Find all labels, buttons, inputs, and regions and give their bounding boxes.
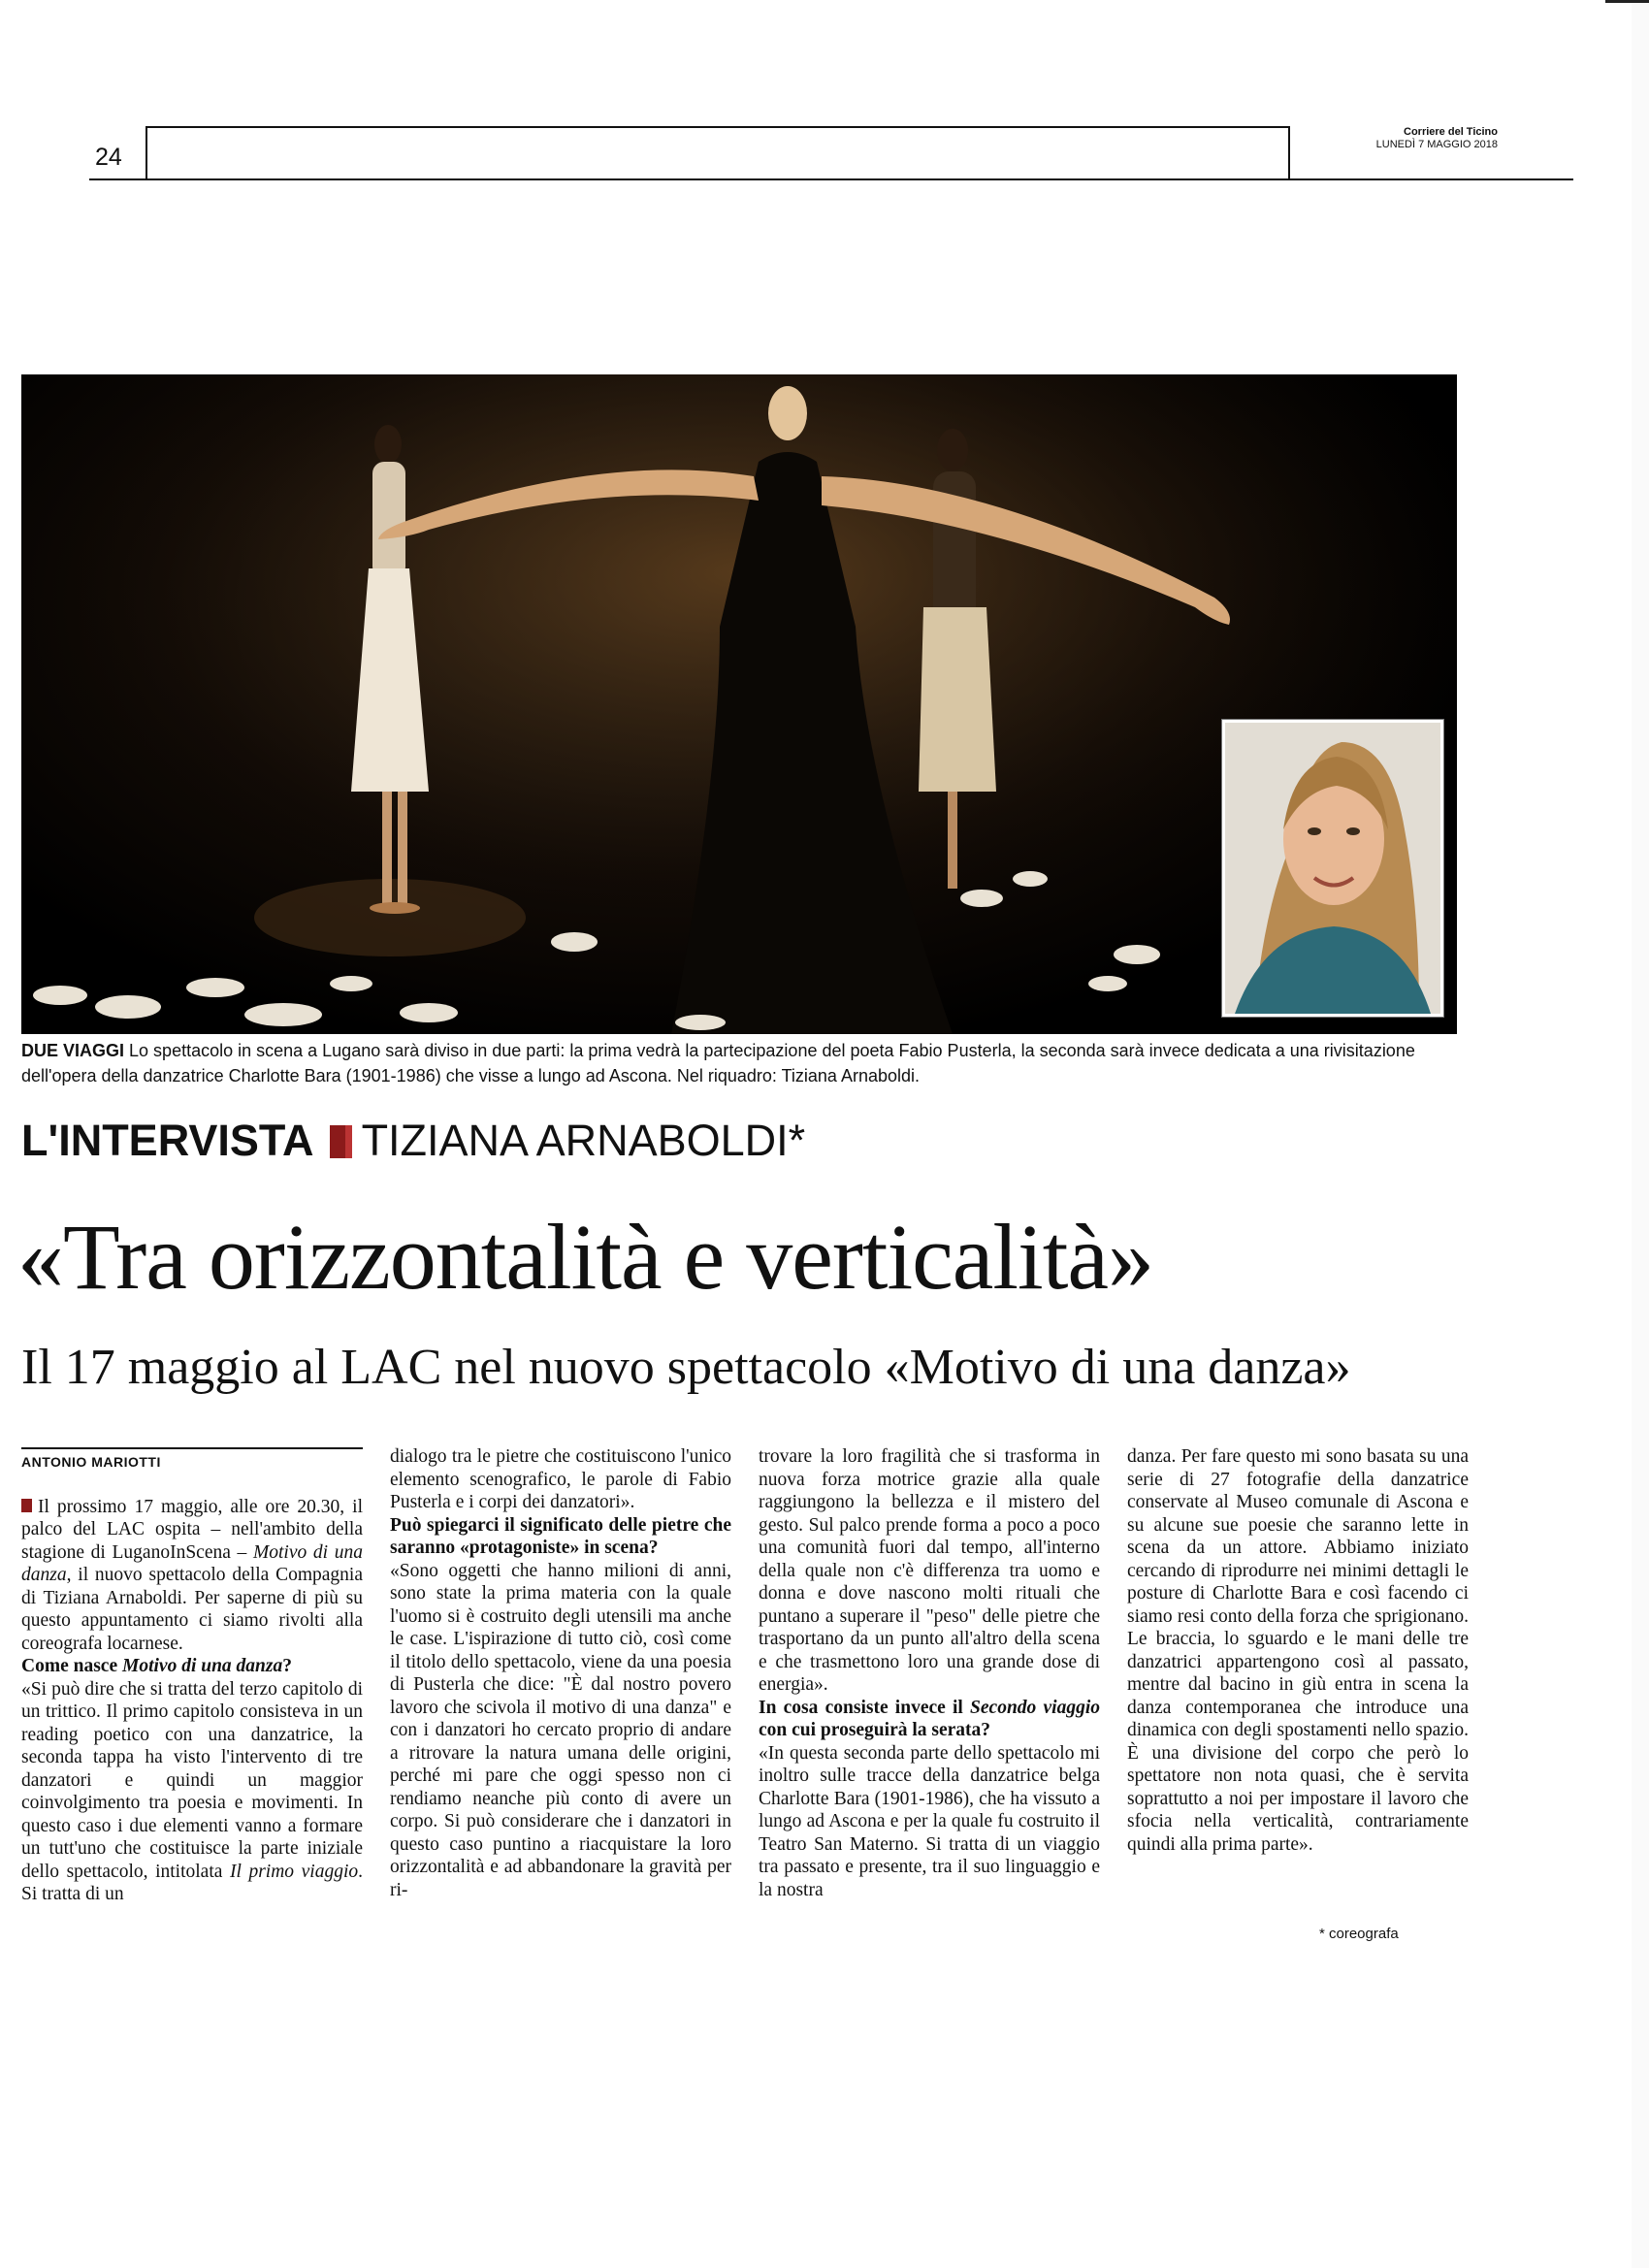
article-column-2 — [390, 1445, 731, 1901]
answer-2: «Sono oggetti che hanno milioni di anni, sono state la prima materia con la quale l'uomo si è costruito degli utensili ma anche le case. L'ispirazione di tutto ciò, così come il titolo dello spettacolo, viene da una poesia di Pusterla che dice: "È dal nostro povero lavoro che scivola il motivo di una danza" e con i danzatori ho cercato proprio di andare a ritrovare la natura umana delle origini, perché mi pare che oggi spesso non ci rendiamo neanche più conto di avere un corpo. Si può considerare che i danzatori in questo caso puntino a riacquistare la loro orizzontalità e ad abbandonare la gravità per ri- — [390, 1560, 731, 1900]
article-column-4 — [1127, 1445, 1469, 1856]
author-footnote: * coreografa — [1319, 1926, 1399, 1942]
lead-paragraph — [21, 1496, 363, 1656]
caption-text: Lo spettacolo in scena a Lugano sarà diviso in due parti: la prima vedrà la partecipazione del poeta Fabio Pusterla, la seconda sarà invece dedicata a una rivisitazione dell'opera della danzatrice Charlotte Bara (1901-1986) che visse a lungo ad Ascona. Nel riquadro: Tiziana Arnaboldi. — [21, 1041, 1415, 1085]
page-edge — [1632, 0, 1649, 2268]
answer-3-continued: danza. Per fare questo mi sono basata su una serie di 27 fotografie della danzatrice conservate al Museo comunale di Ascona e su alcune sue poesie che saranno lette in scena da un attore. Abbiamo iniziato cercando di riprodurre nei minimi dettagli le posture di Charlotte Bara e così facendo ci siamo resi conto della forza che sprigionano. Le braccia, lo sguardo e le mani delle tre danzatrici appartengono così al passato, mentre dal bacino in giù entra in scena la danza contemporanea che introduce una dinamica con degli spostamenti nello spazio. È una divisione del corpo che però lo spettatore non nota quasi, che è servita soprattutto a noi per impostare il lavoro che sfocia nella verticalità, contrariamente quindi alla prima parte». — [1127, 1446, 1469, 1855]
question-3 — [759, 1697, 1100, 1742]
answer-1 — [21, 1678, 363, 1906]
question-3-title: Secondo viaggio — [970, 1697, 1100, 1718]
page-number: 24 — [95, 144, 122, 171]
kicker-name: TIZIANA ARNABOLDI* — [361, 1116, 806, 1165]
answer-1-a: «Si può dire che si tratta del terzo capitolo di un trittico. Il primo capitolo consisteva in un reading poetico con una danzatrice, la seconda tappa ha visto l'intervento di tre danzatori e quindi un maggior coinvolgimento tra poesia e movimenti. In questo caso i due elementi vanno a formare un tutt'uno che costituisce la parte iniziale dello spettacolo, intitolata — [21, 1678, 363, 1882]
lead-text-a: Il prossimo 17 maggio, alle ore 20.30, il palco del LAC ospita – nell'ambito della stagione di LuganoInScena – — [21, 1496, 363, 1563]
portrait-illustration — [1225, 723, 1440, 1014]
question-1 — [21, 1655, 363, 1678]
headline: «Tra orizzontalità e verticalità» — [17, 1205, 1153, 1309]
caption-lead: DUE VIAGGI — [21, 1041, 125, 1060]
question-1-title: Motivo di una danza — [121, 1656, 283, 1676]
portrait-inset — [1222, 720, 1443, 1017]
masthead — [1376, 126, 1498, 150]
header-divider-left — [146, 126, 147, 180]
answer-1-continued: dialogo tra le pietre che costituiscono l'unico elemento scenografico, le parole di Fabio Pusterla e i corpi dei danzatori». — [390, 1446, 731, 1512]
question-2: Può spiegarci il significato delle pietre che saranno «protagoniste» in scena? — [390, 1514, 731, 1558]
lead-text-b: , il nuovo spettacolo della Compagnia di Tiziana Arnaboldi. Per saperne di più su questo appuntamento ci siamo rivolti alla coreografa locarnese. — [21, 1565, 363, 1654]
issue-date: LUNEDÌ 7 MAGGIO 2018 — [1375, 138, 1498, 150]
byline: ANTONIO MARIOTTI — [21, 1454, 161, 1470]
article-column-1 — [21, 1445, 363, 1906]
edge-mark — [1605, 0, 1649, 3]
header-rule-bottom — [89, 178, 1573, 180]
question-3-b: con cui proseguirà la serata? — [759, 1720, 991, 1740]
article-column-3 — [759, 1445, 1100, 1901]
kicker-separator — [330, 1125, 352, 1158]
answer-2-continued: trovare la loro fragilità che si trasforma in nuova forza motrice grazie alla quale raggiungono la bellezza e il mistero del gesto. Sul palco prende forma a poco a poco una comunità fuori dal tempo, all'interno della quale non c'è differenza tra uomo e donna e dove nascono molti rituali che puntano a superare il "peso" delle pietre che trasportano da un punto all'altro della scena e che trasmettono loro una grande dose di energia». — [759, 1446, 1100, 1695]
newspaper-name: Corriere del Ticino — [1404, 126, 1498, 138]
lead-title: Motivo di una danza — [21, 1541, 363, 1585]
header-divider-right — [1288, 126, 1290, 180]
subheadline: Il 17 maggio al LAC nel nuovo spettacolo «Motivo di una danza» — [21, 1340, 1351, 1395]
kicker — [21, 1116, 805, 1166]
question-1-a: Come nasce — [21, 1656, 122, 1676]
answer-1-b: . Si tratta di un — [21, 1861, 363, 1904]
question-3-a: In cosa consiste invece il — [759, 1697, 971, 1718]
question-1-b: ? — [282, 1656, 292, 1676]
answer-3: «In questa seconda parte dello spettacolo mi inoltro sulle tracce della danzatrice belga Charlotte Bara (1901-1986), che ha vissuto a lungo ad Ascona e per la quale fu costruito il Teatro San Materno. Si tratta di un viaggio tra passato e presente, tra il suo linguaggio e la nostra — [759, 1742, 1100, 1900]
answer-1-title: Il primo viaggio — [229, 1861, 359, 1882]
lead-marker — [21, 1499, 32, 1512]
photo-caption — [21, 1038, 1467, 1088]
kicker-label: L'INTERVISTA — [21, 1116, 314, 1165]
header-rule-top — [146, 126, 1290, 128]
